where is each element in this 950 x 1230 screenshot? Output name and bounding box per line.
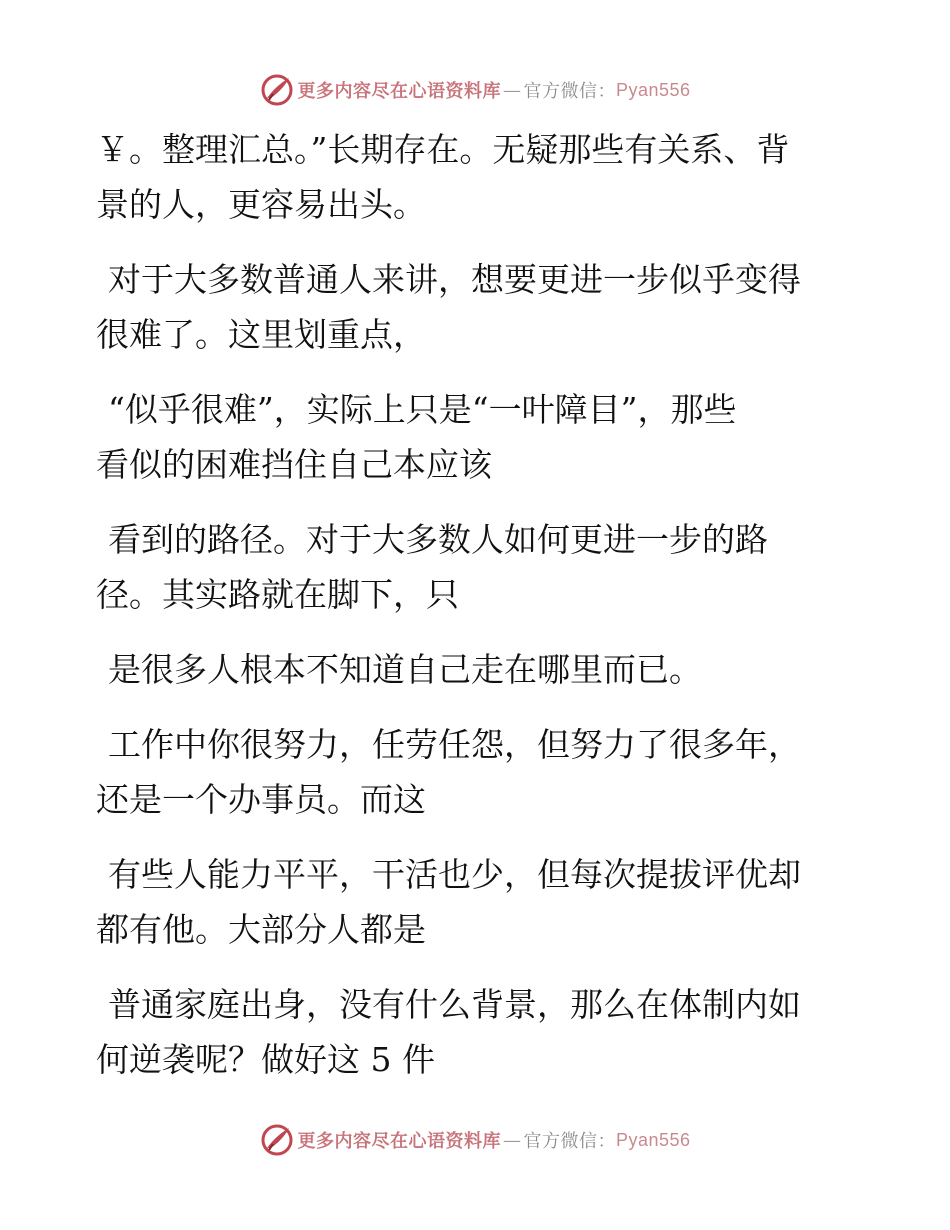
paragraph-line: 看似的困难挡住自己本应该 bbox=[96, 445, 492, 484]
wechat-label: 官方微信： bbox=[523, 81, 616, 102]
paragraph-2 bbox=[96, 252, 876, 362]
paragraph-line: 普通家庭出身，没有什么背景，那么在体制内如 bbox=[108, 985, 801, 1024]
wechat-label: 官方微信： bbox=[523, 1131, 616, 1152]
paragraph-line: 工作中你很努力，任劳任怨，但努力了很多年， bbox=[108, 725, 801, 764]
footer-banner bbox=[0, 1120, 950, 1160]
paragraph-line: 何逆袭呢？做好这 5 件 bbox=[96, 1040, 435, 1079]
paragraph-4 bbox=[96, 512, 876, 622]
paragraph-7 bbox=[96, 847, 876, 957]
site-name: 更多内容尽在心语资料库 bbox=[297, 81, 501, 102]
paragraph-6 bbox=[96, 717, 876, 827]
banner-dash: — bbox=[502, 1129, 522, 1151]
paragraph-line: 有些人能力平平，干活也少，但每次提拔评优却 bbox=[108, 855, 801, 894]
paragraph-1 bbox=[96, 122, 876, 232]
paragraph-3 bbox=[96, 382, 876, 492]
quill-pen-icon bbox=[259, 72, 295, 108]
paragraph-line: “似乎很难”，实际上只是“一叶障目”，那些 bbox=[108, 390, 737, 429]
banner-dash: — bbox=[502, 79, 522, 101]
paragraph-8 bbox=[96, 977, 876, 1087]
paragraph-line: 还是一个办事员。而这 bbox=[96, 780, 426, 819]
paragraph-line: 看到的路径。对于大多数人如何更进一步的路 bbox=[108, 520, 768, 559]
wechat-handle: Pyan556 bbox=[615, 79, 691, 100]
header-banner bbox=[0, 70, 950, 110]
site-name: 更多内容尽在心语资料库 bbox=[297, 1131, 501, 1152]
paragraph-line: 径。其实路就在脚下，只 bbox=[96, 575, 459, 614]
paragraph-5 bbox=[96, 642, 876, 697]
paragraph-line: 都有他。大部分人都是 bbox=[96, 910, 426, 949]
quill-pen-icon bbox=[259, 1122, 295, 1158]
paragraph-line: 景的人，更容易出头。 bbox=[96, 185, 426, 224]
paragraph-line: 对于大多数普通人来讲，想要更进一步似乎变得 bbox=[108, 260, 801, 299]
paragraph-line: 很难了。这里划重点， bbox=[96, 315, 426, 354]
paragraph-line: 是很多人根本不知道自己走在哪里而已。 bbox=[108, 650, 702, 689]
wechat-handle: Pyan556 bbox=[615, 1129, 691, 1150]
body-text bbox=[96, 122, 876, 1107]
paragraph-line: ￥。整理汇总。”长期存在。无疑那些有关系、背 bbox=[96, 130, 790, 169]
